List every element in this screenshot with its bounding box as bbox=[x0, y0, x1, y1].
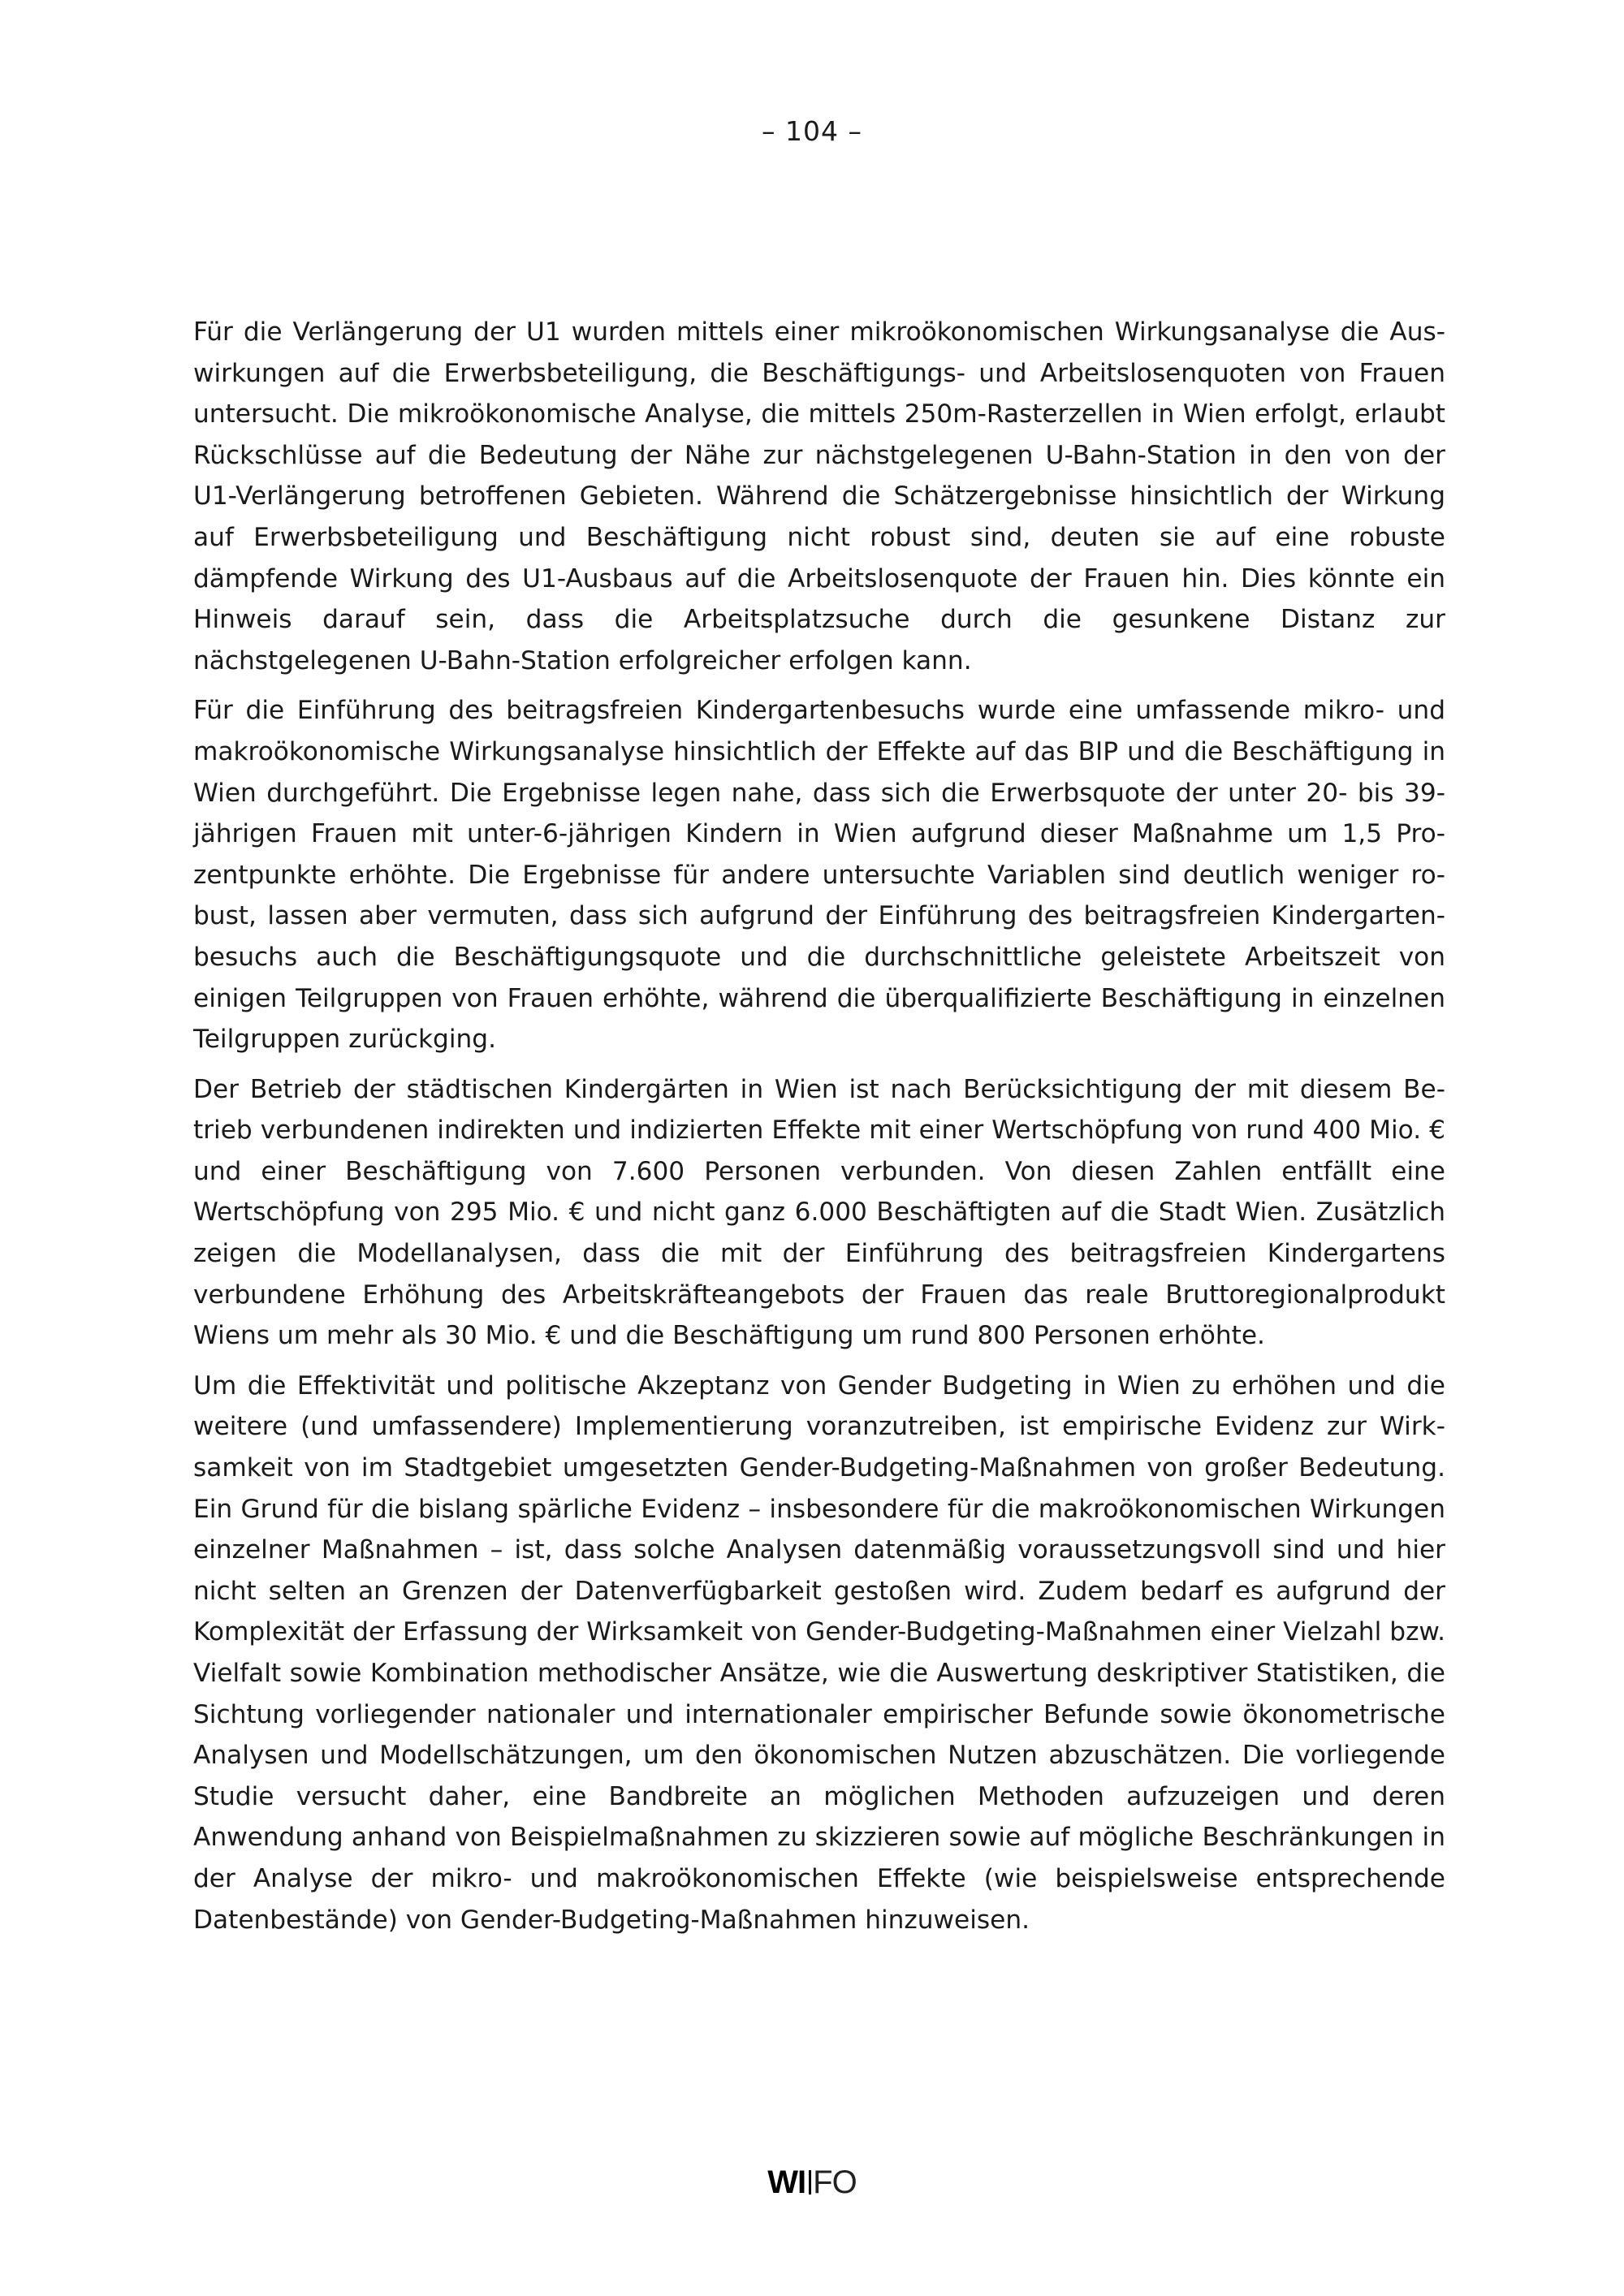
logo-text-regular: FO bbox=[813, 2164, 857, 2200]
paragraph-gender-budgeting: Um die Effektivität und politische Akzeptanz von Gender Budgeting in Wien zu erhöhen und die weitere (und umfassendere) Implementierung voranzutreiben, ist empirische Evidenz zur Wirksamkeit von im Stadtgebiet umgesetzten Gender-Budgeting-Maßnahmen von großer Bedeutung. Ein Grund für die bislang spärliche Evidenz – insbesondere für die makroökonomischen Wirkungen einzelner Maßnahmen – ist, dass solche Analysen datenmäßig voraussetzungsvoll sind und hier nicht selten an Grenzen der Datenverfügbarkeit gestoßen wird. Zudem bedarf es aufgrund der Komplexität der Erfassung der Wirksamkeit von Gender-Budgeting-Maßnahmen einer Vielzahl bzw. Vielfalt sowie Kombination methodischer Ansätze, wie die Auswertung deskriptiver Statistiken, die Sichtung vorliegender nationaler und internationaler empirischer Befunde sowie ökonometrische Analysen und Modellschätzungen, um den ökonomischen Nutzen abzuschätzen. Die vorliegende Studie versucht daher, eine Bandbreite an möglichen Methoden aufzuzeigen und deren Anwendung anhand von Beispielmaßnahmen zu skizzieren sowie auf mögliche Beschränkungen in der Analyse der mikro- und makroökonomischen Effekte (wie beispielsweise entsprechende Datenbestände) von Gender-Budgeting-Maßnahmen hinzuweisen. bbox=[193, 1370, 1445, 1935]
paragraph-u1-extension: Für die Verlängerung der U1 wurden mittels einer mikroökonomischen Wirkungsanalyse die Auswirkungen auf die Erwerbsbeteiligung, die Beschäftigungs- und Arbeitslosenquoten von Frauen untersucht. Die mikroökonomische Analyse, die mittels 250m-Rasterzellen in Wien erfolgt, erlaubt Rückschlüsse auf die Bedeutung der Nähe zur nächstgelegenen U-Bahn-Station in den von der U1-Verlängerung betroffenen Gebieten. Während die Schätzergebnisse hinsichtlich der Wirkung auf Erwerbsbeteiligung und Beschäftigung nicht robust sind, deuten sie auf eine robuste dämpfende Wirkung des U1-Ausbaus auf die Arbeitslosenquote der Frauen hin. Dies könnte ein Hinweis darauf sein, dass die Arbeitsplatzsuche durch die gesunkene Distanz zur nächstgelegenen U-Bahn-Station erfolgreicher erfolgen kann. bbox=[193, 317, 1445, 675]
paragraph-free-kindergarten: Für die Einführung des beitragsfreien Kindergartenbesuchs wurde eine umfassende mikro- und makroökonomische Wirkungsanalyse hinsichtlich der Effekte auf das BIP und die Beschäftigung in Wien durchgeführt. Die Ergebnisse legen nahe, dass sich die Erwerbsquote der unter 20- bis 39-jährigen Frauen mit unter-6-jährigen Kindern in Wien aufgrund dieser Maßnahme um 1,5 Prozentpunkte erhöhte. Die Ergebnisse für andere untersuchte Variablen sind deutlich weniger robust, lassen aber vermuten, dass sich aufgrund der Einführung des beitragsfreien Kindergartenbesuchs auch die Beschäftigungsquote und die durchschnittliche geleistete Arbeitszeit von einigen Teilgruppen von Frauen erhöhte, während die überqualifizierte Beschäftigung in einzelnen Teilgruppen zurückging. bbox=[193, 696, 1445, 1055]
paragraph-kindergarten-operation: Der Betrieb der städtischen Kindergärten in Wien ist nach Berücksichtigung der mit diesem Betrieb verbundenen indirekten und indizierten Effekte mit einer Wertschöpfung von rund 400 Mio. € und einer Beschäftigung von 7.600 Personen verbunden. Von diesen Zahlen entfällt eine Wertschöpfung von 295 Mio. € und nicht ganz 6.000 Beschäftigten auf die Stadt Wien. Zusätzlich zeigen die Modellanalysen, dass die mit der Einführung des beitragsfreien Kindergartens verbundene Erhöhung des Arbeitskräfteangebots der Frauen das reale Bruttoregionalprodukt Wiens um mehr als 30 Mio. € und die Beschäftigung um rund 800 Personen erhöhte. bbox=[193, 1074, 1445, 1351]
logo-divider bbox=[809, 2170, 811, 2195]
body-text bbox=[193, 312, 1445, 1949]
page-number: – 104 – bbox=[762, 115, 862, 147]
wifo-logo bbox=[0, 2163, 1624, 2202]
logo-text-bold: WI bbox=[767, 2164, 806, 2200]
